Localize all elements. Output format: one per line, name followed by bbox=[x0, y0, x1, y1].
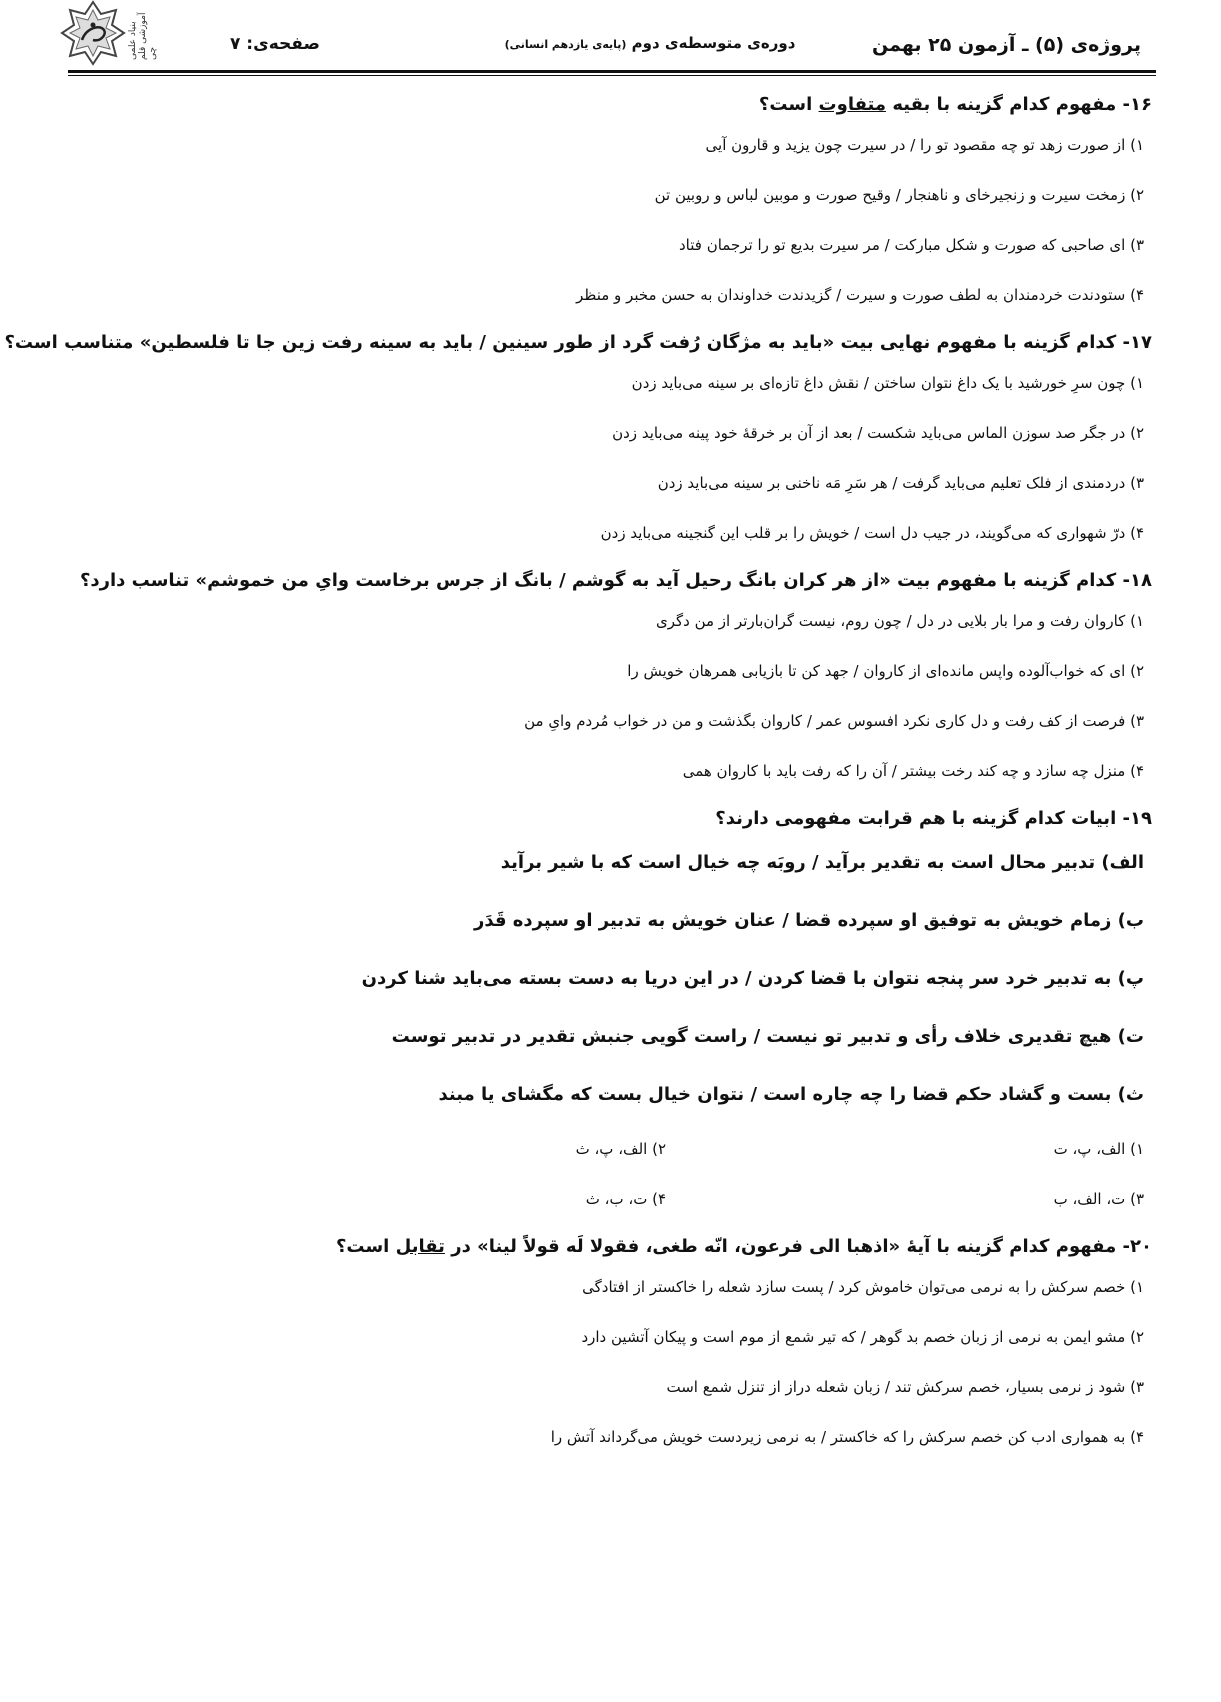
answer-option[interactable]: ۲) زمخت سیرت و زنجیرخای و ناهنجار / وقیح صورت و موبین لباس و روبین تن bbox=[654, 186, 1144, 204]
answer-option[interactable]: ۱) از صورت زهد تو چه مقصود تو را / در سیرت چون یزید و قارون آیی bbox=[705, 136, 1144, 154]
grade-title bbox=[500, 34, 800, 52]
institute-logo bbox=[60, 0, 126, 66]
answer-option[interactable]: ۱) کاروان رفت و مرا بار بلایی در دل / چون روم، نیست گران‌بارتر از من دگری bbox=[655, 612, 1144, 630]
answer-option[interactable]: ۴) ستودندت خردمندان به لطف صورت و سیرت / گزیدندت خداوندان به حسن مخبر و منظر bbox=[576, 286, 1144, 304]
questions-area bbox=[4, 90, 1156, 1462]
question-number: ۱۶- bbox=[1122, 94, 1152, 115]
answer-option[interactable]: ۲) الف، پ، ث bbox=[575, 1140, 666, 1158]
question-16 bbox=[110, 90, 1156, 320]
question-text: ابیات کدام گزینه با هم قرابت مفهومی دارند؟ bbox=[715, 808, 1117, 829]
answer-option[interactable]: ۳) شود ز نرمی بسیار، خصم سرکش تند / زبان شعله دراز از تنزل شمع است bbox=[666, 1378, 1144, 1396]
question-text-underlined: تقابل bbox=[395, 1236, 445, 1257]
answer-option[interactable]: ۳) ت، الف، ب bbox=[1053, 1190, 1144, 1208]
question-number: ۱۹- bbox=[1122, 808, 1152, 829]
question-title bbox=[110, 90, 1156, 120]
question-number: ۱۷- bbox=[1122, 332, 1152, 353]
answer-option[interactable]: ۲) مشو ایمن به نرمی از زبان خصم بد گوهر / که تیر شمع از موم است و پیکان آتشین دارد bbox=[581, 1328, 1144, 1346]
question-text-start: مفهوم کدام گزینه با بقیه bbox=[892, 94, 1117, 115]
poem-statement: ت) هیچ تقدیری خلاف رأی و تدبیر تو نیست / راست گویی جنبش تقدیر در تدبیر توست bbox=[391, 1026, 1144, 1047]
answer-row bbox=[110, 1124, 1156, 1174]
poem-statement: الف) تدبیر محال است به تقدیر برآید / روبَه چه خیال است که با شیر برآید bbox=[500, 852, 1144, 873]
logo-caption: بنیاد علمی آموزشی قلم چی bbox=[128, 12, 158, 60]
header-rule-thick bbox=[68, 70, 1156, 73]
grade-title-sub: (پایه‌ی یازدهم انسانی) bbox=[504, 38, 627, 51]
poem-statement: ب) زمام خویش به توفیق او سپرده قضا / عنان خویش به تدبیر او سپرده قَدَر bbox=[473, 910, 1144, 931]
answer-row bbox=[110, 1174, 1156, 1224]
poem-statement: پ) به تدبیر خرد سر پنجه نتوان با قضا کردن / در این دریا به دست بسته می‌باید شنا کردن bbox=[361, 968, 1144, 989]
question-title bbox=[110, 804, 1156, 834]
question-text-start: مفهوم کدام گزینه با آیهٔ «اذهبا الی فرعون، انّه طغی، فقولا لَه قولاً لینا» در bbox=[451, 1236, 1117, 1257]
question-20 bbox=[110, 1232, 1156, 1462]
question-number: ۲۰- bbox=[1122, 1236, 1152, 1257]
question-text: کدام گزینه با مفهوم بیت «از هر کران بانگ رحیل آید به گوشم / بانگ از جرس برخاست وایِ من خموشم» تناسب دارد؟ bbox=[79, 570, 1117, 591]
question-text: کدام گزینه با مفهوم نهایی بیت «باید به مژگان رُفت گرد از طور سینین / باید به سینه رفت زین جا تا فلسطین» متناسب است؟ bbox=[4, 332, 1117, 353]
question-text-underlined: متفاوت bbox=[818, 94, 887, 115]
answer-option[interactable]: ۱) چون سرِ خورشید با یک داغ نتوان ساختن / نقش داغ تازه‌ای بر سینه می‌باید زدن bbox=[631, 374, 1144, 392]
question-text-end: است؟ bbox=[758, 94, 813, 115]
answer-option[interactable]: ۴) منزل چه سازد و چه کند رخت بیشتر / آن را که رفت باید با کاروان همی bbox=[682, 762, 1144, 780]
question-title bbox=[4, 328, 1156, 358]
question-number: ۱۸- bbox=[1122, 570, 1152, 591]
question-17 bbox=[4, 328, 1156, 558]
question-19 bbox=[110, 804, 1156, 1224]
answer-option[interactable]: ۲) در جگر صد سوزن الماس می‌باید شکست / بعد از آن بر خرقهٔ خود پینه می‌باید زدن bbox=[612, 424, 1144, 442]
answer-option[interactable]: ۴) درّ شهواری که می‌گویند، در جیب دل است / خویش را بر قلب این گنجینه می‌باید زدن bbox=[600, 524, 1144, 542]
question-18 bbox=[79, 566, 1156, 796]
answer-option[interactable]: ۳) دردمندی از فلک تعلیم می‌باید گرفت / هر سَرِ مَه ناخنی بر سینه می‌باید زدن bbox=[657, 474, 1144, 492]
page-number: صفحه‌ی: ۷ bbox=[230, 34, 320, 54]
answer-option[interactable]: ۳) ای صاحبی که صورت و شکل مبارکت / مر سیرت بدیع تو را ترجمان فتاد bbox=[678, 236, 1144, 254]
question-title bbox=[110, 1232, 1156, 1262]
answer-option[interactable]: ۲) ای که خواب‌آلوده واپس مانده‌ای از کاروان / جهد کن تا بازیابی همرهان خویش را bbox=[627, 662, 1144, 680]
question-text-end: است؟ bbox=[335, 1236, 390, 1257]
answer-option[interactable]: ۱) الف، پ، ت bbox=[1053, 1140, 1144, 1158]
answer-option[interactable]: ۴) ت، ب، ث bbox=[585, 1190, 666, 1208]
poem-statement: ث) بست و گشاد حکم قضا را چه چاره است / نتوان خیال بست که مگشای یا مبند bbox=[438, 1084, 1144, 1105]
answer-option[interactable]: ۴) به همواری ادب کن خصم سرکش را که خاکستر / به نرمی زیردست خویش می‌گرداند آتش را bbox=[550, 1428, 1144, 1446]
header-rule-thin bbox=[68, 75, 1156, 76]
grade-title-main: دوره‌ی متوسطه‌ی دوم bbox=[631, 34, 796, 52]
exam-title: پروژه‌ی (۵) ـ آزمون ۲۵ بهمن bbox=[872, 34, 1141, 56]
answer-option[interactable]: ۳) فرصت از کف رفت و دل کاری نکرد افسوس عمر / کاروان بگذشت و من در خواب مُردم وایِ من bbox=[524, 712, 1144, 730]
question-title bbox=[79, 566, 1156, 596]
page-header bbox=[0, 0, 1221, 80]
answer-option[interactable]: ۱) خصم سرکش را به نرمی می‌توان خاموش کرد / پست سازد شعله را خاکستر از افتادگی bbox=[582, 1278, 1144, 1296]
